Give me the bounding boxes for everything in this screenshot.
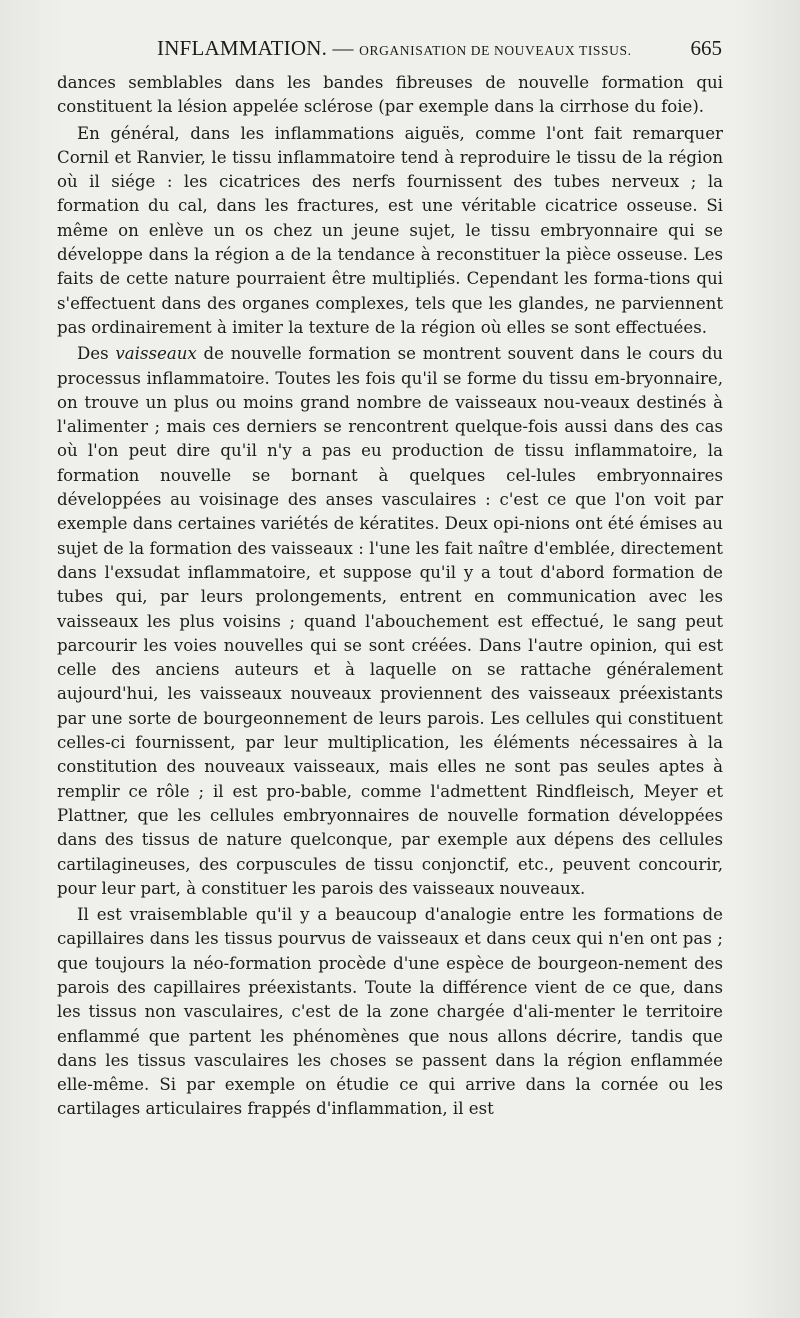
text-line: foie). — [661, 97, 705, 117]
text-line: parviennent pas ordinairement à imiter la texture de la région où elles se — [57, 293, 723, 337]
running-title — [157, 36, 632, 61]
text-line: ce que l'on voit par exemple dans certaines variétés de kératites. Deux opi- — [57, 490, 724, 534]
text-line: dans la cornée ou les cartilages articulaires frappés d'inflammation, il est — [57, 1075, 723, 1119]
text-line: du processus inflammatoire. Toutes les fois qu'il se forme du tissu em- — [57, 344, 723, 388]
emphasis-vaisseaux: vaisseaux — [115, 344, 197, 364]
text-line: ont pas ; que toujours la néo-formation procède d'une espèce de bourgeon- — [57, 929, 723, 973]
text-line: vaisseaux, mais elles ne sont pas seules aptes à remplir ce rôle ; il est pro- — [57, 757, 723, 801]
paragraph-tissue-reproduction — [57, 122, 723, 341]
page-header — [60, 34, 724, 68]
text-line: de tissu inflammatoire, la formation nouvelle se bornant à quelques cel- — [57, 441, 724, 485]
text-line: embryonnaires de nouvelle formation développées dans des tissus de — [57, 805, 724, 850]
text-line: sont effectuées. — [574, 317, 707, 337]
text-line: nement des parois des capillaires préexistants. Toute la différence vient — [57, 953, 723, 997]
text-line: Si même on enlève un os chez un jeune sujet, le tissu embryonnaire qui se — [57, 196, 723, 240]
text-line: veaux destinés à l'alimenter ; mais ces derniers se rencontrent quelque- — [57, 392, 723, 437]
body-text — [57, 71, 723, 1122]
text-line: dances semblables dans les bandes fibreuses de nouvelle formation qui — [57, 73, 723, 92]
running-title-subtitle: ORGANISATION DE NOUVEAUX TISSUS. — [359, 43, 632, 58]
text-line: de leurs parois. Les cellules qui constituent celles-ci fournissent, par leur — [57, 708, 723, 753]
text-line: laquelle on se rattache généralement aujourd'hui, les vaisseaux nouveaux — [57, 660, 724, 704]
text-line: décrire, tandis que dans les tissus vasculaires les choses se passent dans — [57, 1026, 723, 1070]
text-line: bryonnaire, on trouve un plus ou moins grand nombre de vaisseaux nou- — [57, 368, 723, 412]
text-line: bable, comme l'admettent Rindfleisch, Meyer et Plattner, que les cellules — [57, 781, 723, 825]
text-line: proviennent des vaisseaux préexistants par une sorte de bourgeonnement — [57, 684, 723, 728]
text-line: nions ont été émises au sujet de la formation des vaisseaux : l'une les fait — [57, 514, 723, 558]
text-line: Des — [77, 344, 109, 364]
text-line: qu'il y a tout d'abord formation de tubes qui, par leurs prolongements, — [57, 562, 724, 607]
text-line: nature quelconque, par exemple aux dépens des cellules cartilagineuses, — [57, 830, 724, 874]
running-title-lead: INFLAMMATION. — — [157, 36, 354, 60]
text-line: Les faits de cette nature pourraient être multipliés. Cependant les forma- — [57, 245, 723, 289]
text-line: l'abouchement est effectué, le sang peut parcourir les voies nouvelles qui — [57, 611, 724, 655]
text-line: Cornil et Ranvier, le tissu inflammatoire tend à reproduire le tissu de la — [57, 147, 664, 167]
text-line: constituent la lésion appelée sclérose (par exemple dans la cirrhose du — [57, 97, 656, 117]
page-number: 665 — [690, 36, 722, 60]
text-line: entrent en communication avec les vaisseaux les plus voisins ; quand — [57, 587, 723, 631]
text-line: En général, dans les inflammations aiguës, comme l'ont fait remarquer — [77, 123, 723, 143]
text-line: développe dans la région a de la tendance à reconstituer la pièce osseuse. — [57, 245, 688, 265]
paragraph-capillaries — [57, 903, 723, 1122]
text-line: menter le territoire enflammé que partent les phénomènes que nous allons — [57, 1002, 723, 1046]
text-line: des corpuscules de tissu conjonctif, etc., peuvent concourir, pour leur — [57, 854, 723, 898]
text-line: lules embryonnaires développées au voisinage des anses vasculaires : c'est — [57, 465, 723, 510]
text-line: naître d'emblée, directement dans l'exsudat inflammatoire, et suppose — [57, 538, 723, 582]
text-line: la région enflammée elle-même. Si par exemple on étudie ce qui arrive — [57, 1050, 723, 1095]
text-line: multiplication, les éléments nécessaires à la constitution des nouveaux — [57, 733, 723, 777]
text-line: de ce que, dans les tissus non vasculaires, c'est de la zone chargée d'ali- — [57, 977, 723, 1022]
text-line: tions qui s'effectuent dans des organes complexes, tels que les glandes, ne — [57, 269, 723, 313]
text-line: fois aussi dans des cas où l'on peut dire qu'il n'y a pas eu production — [57, 417, 723, 461]
text-line: se sont créées. Dans l'autre opinion, qui est celle des anciens auteurs et à — [57, 635, 723, 680]
text-line: de capillaires dans les tissus pourvus de vaisseaux et dans ceux qui n'en — [57, 905, 723, 949]
text-line: région où il siége : les cicatrices des nerfs fournissent des tubes nerveux ; — [57, 147, 723, 192]
text-line: Il est vraisemblable qu'il y a beaucoup d'analogie entre les formations — [77, 905, 695, 925]
paragraph-continuation — [57, 71, 723, 120]
paragraph-new-vessels — [57, 342, 723, 901]
text-line: la formation du cal, dans les fractures, est une véritable cicatrice osseuse. — [57, 172, 724, 216]
text-line: part, à constituer les parois des vaisseaux nouveaux. — [140, 878, 586, 898]
text-line: de nouvelle formation se montrent souvent dans le cours — [203, 344, 695, 364]
